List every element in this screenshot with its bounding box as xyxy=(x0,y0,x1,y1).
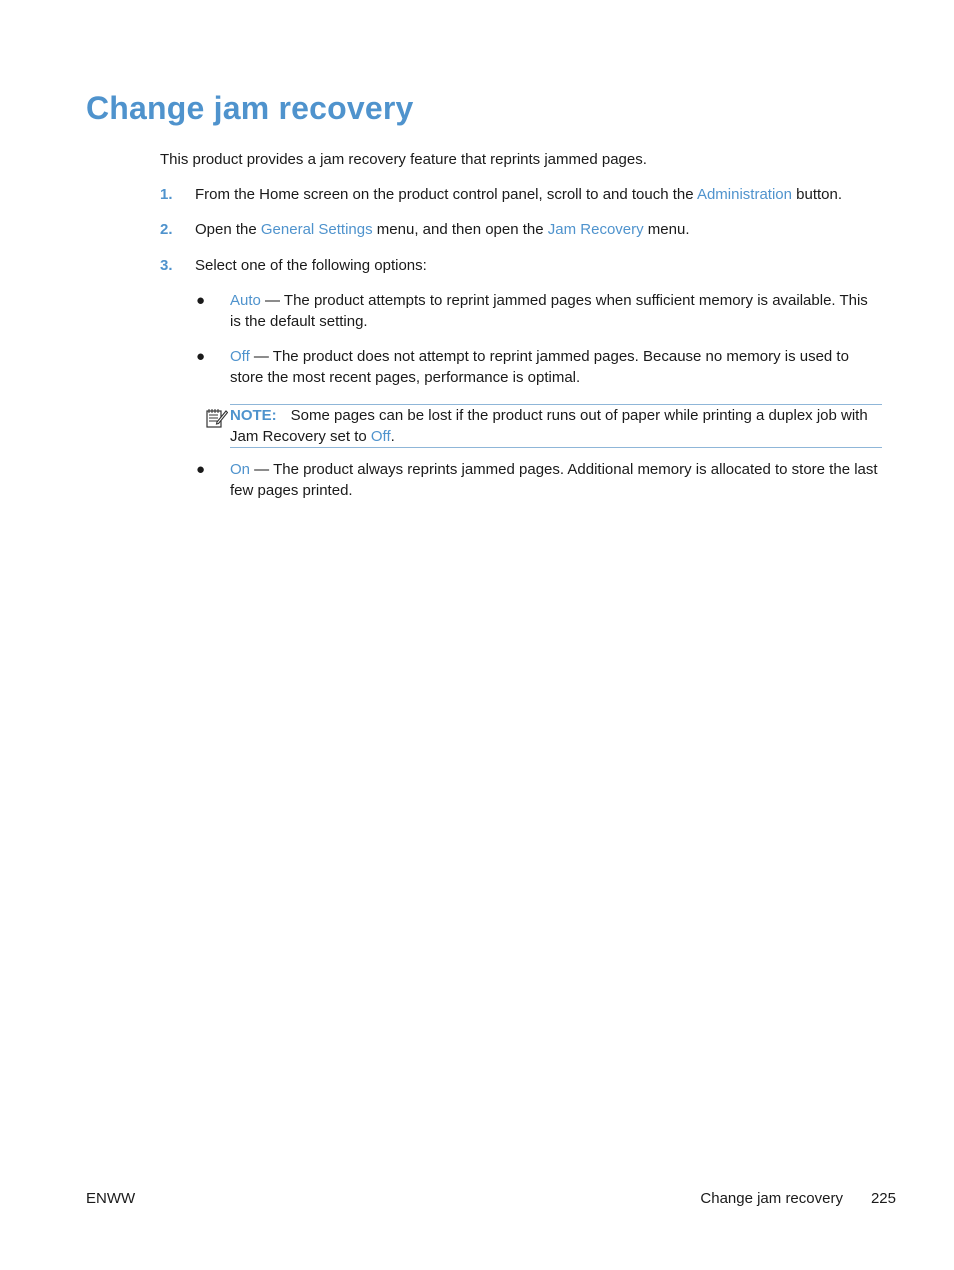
note-text: NOTE: Some pages can be lost if the product runs out of paper while printing a duplex job with Jam Recovery set to Off. xyxy=(230,407,868,445)
bullet-dot-icon: ● xyxy=(196,292,206,309)
step-text: From the Home screen on the product control panel, scroll to and touch the Administration button. xyxy=(195,186,843,203)
note-box xyxy=(230,404,882,448)
footer-section: Change jam recovery xyxy=(700,1190,843,1207)
option-text: On — The product always reprints jammed pages. Additional memory is allocated to store the last few pages printed. xyxy=(230,461,878,499)
footer-right xyxy=(700,1188,896,1209)
intro-paragraph: This product provides a jam recovery feature that reprints jammed pages. xyxy=(160,151,647,168)
option-text: Auto — The product attempts to reprint jammed pages when sufficient memory is available. This is the default setting. xyxy=(230,292,868,330)
note-pencil-icon xyxy=(204,406,228,430)
bullet-dot-icon: ● xyxy=(196,461,206,478)
off-link[interactable]: Off xyxy=(370,428,391,445)
footer-left: ENWW xyxy=(86,1190,136,1207)
auto-link[interactable]: Auto xyxy=(230,292,261,309)
jam-recovery-link[interactable]: Jam Recovery xyxy=(547,221,644,238)
general-settings-link[interactable]: General Settings xyxy=(260,221,373,238)
step-number: 3. xyxy=(160,257,173,274)
administration-link[interactable]: Administration xyxy=(696,186,792,203)
page-title: Change jam recovery xyxy=(86,90,414,126)
on-link[interactable]: On xyxy=(230,461,251,478)
step-text: Select one of the following options: xyxy=(195,257,427,274)
page-number: 225 xyxy=(870,1190,896,1207)
off-link[interactable]: Off xyxy=(230,348,250,365)
option-text: Off — The product does not attempt to reprint jammed pages. Because no memory is used to store the most recent pages, performance is optimal. xyxy=(230,348,849,386)
bullet-dot-icon: ● xyxy=(196,348,206,365)
step-number: 1. xyxy=(160,186,173,203)
note-label: NOTE: xyxy=(230,407,277,424)
step-text: Open the General Settings menu, and then open the Jam Recovery menu. xyxy=(195,221,690,238)
step-number: 2. xyxy=(160,221,173,238)
